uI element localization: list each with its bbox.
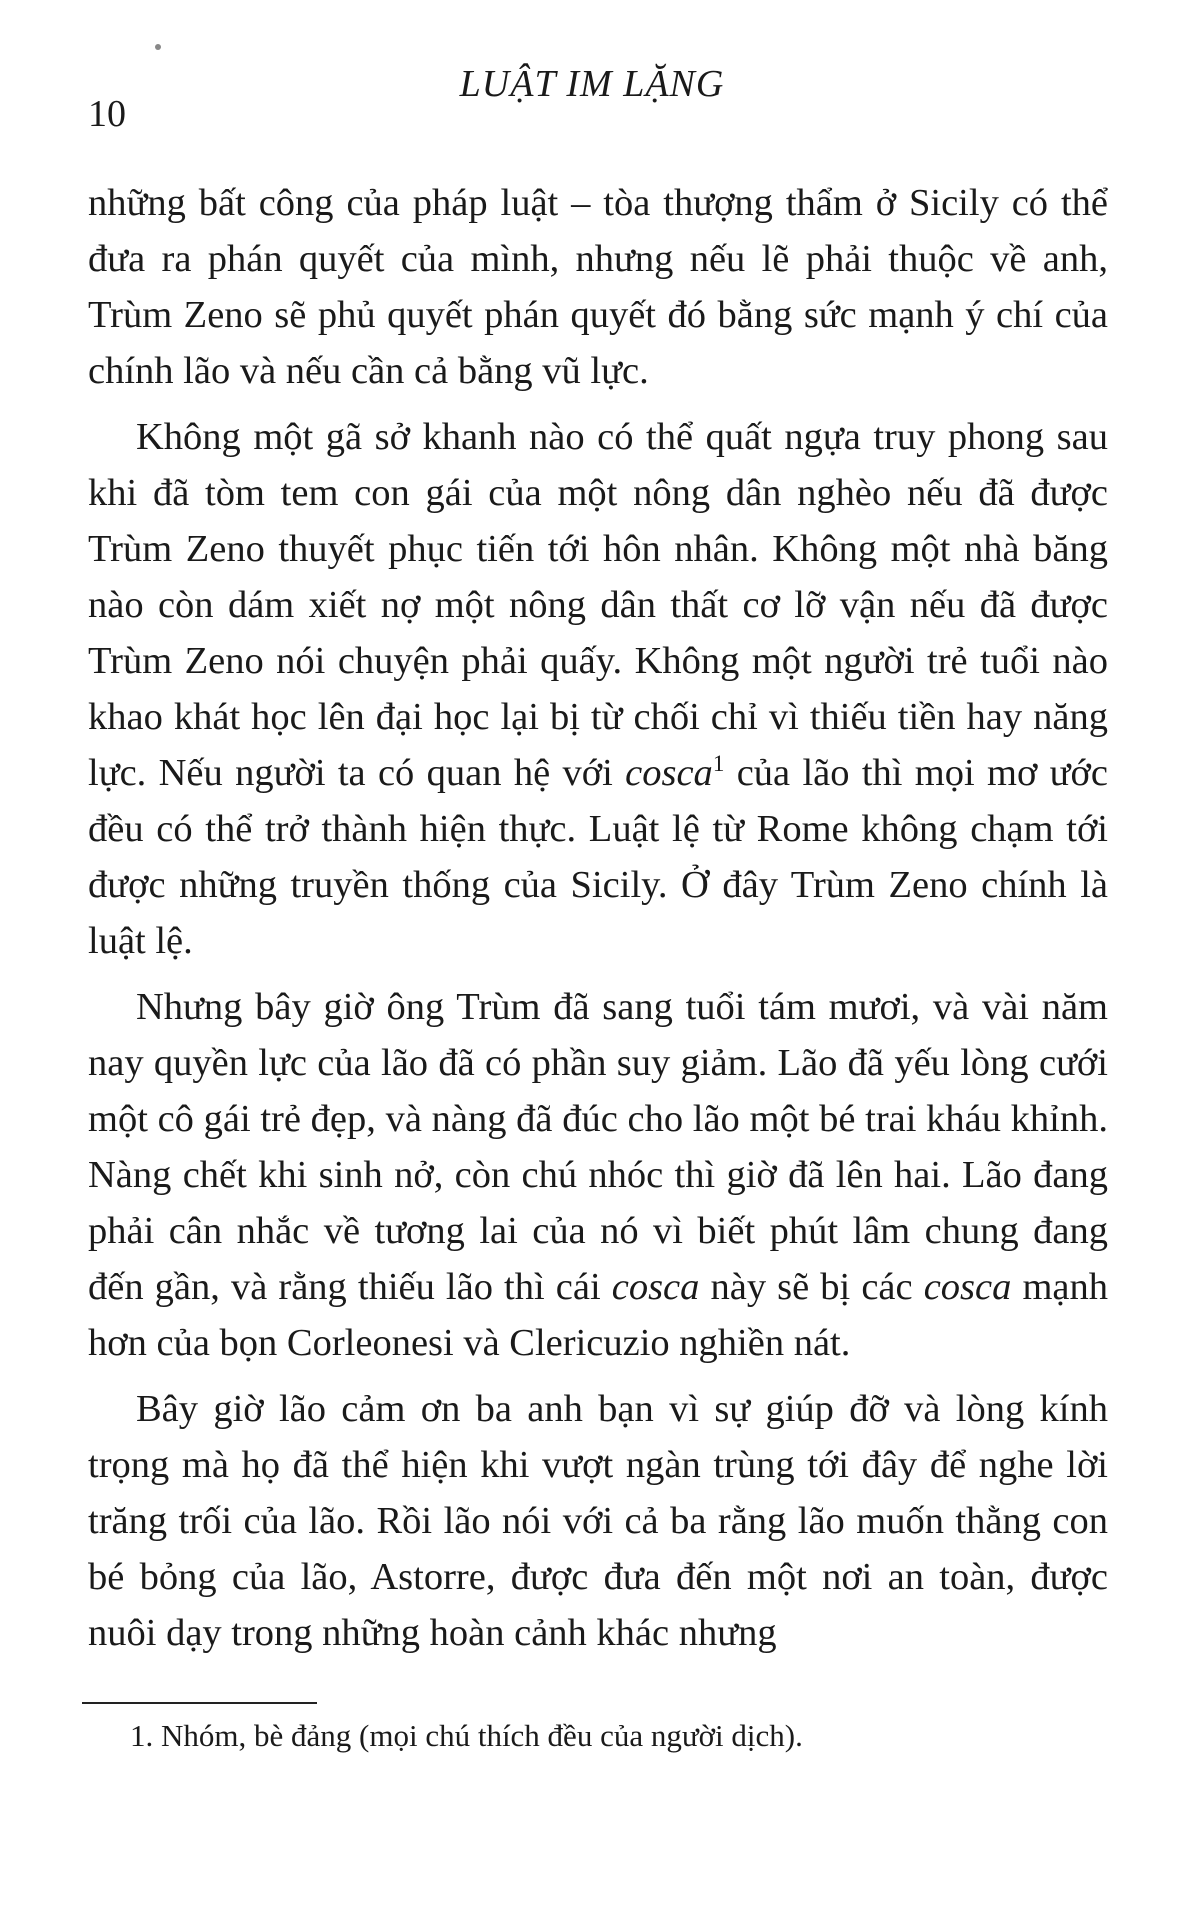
paragraph-2	[88, 409, 1108, 969]
cosca-term: cosca	[625, 752, 713, 794]
paragraph-1-text: những bất công của pháp luật – tòa thượng thẩm ở Sicily có thể đưa ra phán quyết của mình, nhưng nếu lẽ phải thuộc về anh, Trùm Zeno sẽ phủ quyết phán quyết đó bằng sức mạnh ý chí của chính lão và nếu cần cả bằng vũ lực.	[88, 182, 1108, 392]
footnote: 1. Nhóm, bè đảng (mọi chú thích đều của người dịch).	[130, 1718, 803, 1753]
cosca-term: cosca	[923, 1266, 1012, 1308]
cosca-term: cosca	[611, 1266, 700, 1308]
paragraph-3-text-c: mạnh hơn của bọn Corleonesi và Clericuzio nghiền nát.	[88, 1266, 1108, 1364]
paragraph-1	[88, 175, 1108, 399]
paragraph-4-text: Bây giờ lão cảm ơn ba anh bạn vì sự giúp đỡ và lòng kính trọng mà họ đã thể hiện khi vượt ngàn trùng tới đây để nghe lời trăng trối của lão. Rồi lão nói với cả ba rằng lão muốn thằng con bé bỏng của lão, Astorre, được đưa đến một nơi an toàn, được nuôi dạy trong những hoàn cảnh khác nhưng	[88, 1388, 1108, 1654]
paragraph-4	[88, 1381, 1108, 1661]
paragraph-3	[88, 979, 1108, 1371]
paragraph-3-text-b: này sẽ bị các	[699, 1266, 924, 1308]
running-title: LUẬT IM LẶNG	[459, 63, 725, 105]
body-text	[88, 175, 1108, 1671]
print-speck	[155, 44, 161, 50]
paragraph-2-text-b: của lão thì mọi mơ ước đều có thể trở thành hiện thực. Luật lệ từ Rome không chạm tới được những truyền thống của Sicily. Ở đây Trùm Zeno chính là luật lệ.	[88, 752, 1108, 962]
footnote-marker: 1	[712, 750, 725, 777]
page-number: 10	[88, 93, 126, 135]
footnote-divider	[82, 1702, 317, 1704]
paragraph-2-text-a: Không một gã sở khanh nào có thể quất ngựa truy phong sau khi đã tòm tem con gái của một nông dân nghèo nếu đã được Trùm Zeno thuyết phục tiến tới hôn nhân. Không một nhà băng nào còn dám xiết nợ một nông dân thất cơ lỡ vận nếu đã được Trùm Zeno nói chuyện phải quấy. Không một người trẻ tuổi nào khao khát học lên đại học lại bị từ chối chỉ vì thiếu tiền hay năng lực. Nếu người ta có quan hệ với	[88, 416, 1108, 794]
paragraph-3-text-a: Nhưng bây giờ ông Trùm đã sang tuổi tám mươi, và vài năm nay quyền lực của lão đã có phần suy giảm. Lão đã yếu lòng cưới một cô gái trẻ đẹp, và nàng đã đúc cho lão một bé trai kháu khỉnh. Nàng chết khi sinh nở, còn chú nhóc thì giờ đã lên hai. Lão đang phải cân nhắc về tương lai của nó vì biết phút lâm chung đang đến gần, và rằng thiếu lão thì cái	[88, 986, 1108, 1308]
